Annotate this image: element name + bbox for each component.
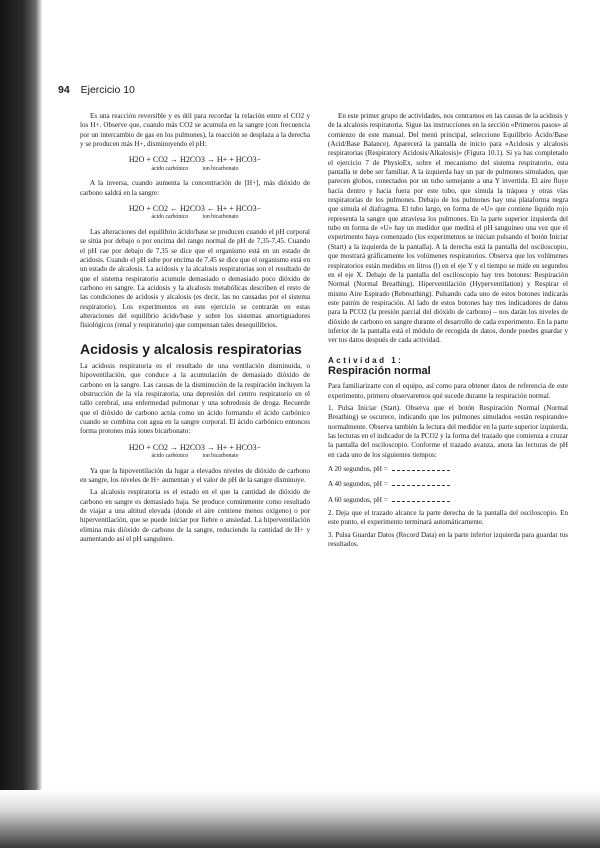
- ph-40s-field: [328, 478, 568, 489]
- paragraph: Para familiarizarte con el equipo, así como para obtener datos de referencia de este experimento, primero observaremos qué sucede durante la respiración normal.: [328, 382, 568, 400]
- section-heading: Acidosis y alcalosis respiratorias: [80, 340, 302, 357]
- page-header: [58, 84, 135, 96]
- equation-label: ion bicarbonato: [202, 453, 239, 460]
- step-2: 2. Deja que el trazado alcance la parte derecha de la pantalla del osciloscopio. En este punto, el experimento terminará automáticamente.: [328, 509, 568, 527]
- paragraph: Las alteraciones del equilibrio ácido/base se producen cuando el pH corporal se sitúa por debajo o por encima del rango normal de pH de 7,35-7,45. Cuando el pH cae por debajo de 7,35 se dice que el organismo está en un estado de acidosis. Cuando el pH sube por encima de 7,45 se dice que el organismo está en un estado de alcalosis. La acidosis y la alcalosis respiratorias son el resultado de que el sistema respiratorio acumule demasiado o demasiado poco dióxido de carbono en sangre. La acidosis y la alcalosis metabólicas describen el resto de las condiciones de acidosis y alcalosis (es decir, las no causadas por el sistema respiratorio). Los experimentos en este ejercicio se centrarán en estas alteraciones del equilibrio ácido/base y sobre los sistemas amortiguadores fisiológicos (renal y respiratorio) que compensan tales desequilibrios.: [80, 227, 310, 330]
- activity-label: Actividad 1:: [328, 355, 404, 365]
- equation-2: [80, 204, 310, 221]
- equation-text: H2O + CO2 → H2CO3 → H+ + HCO3−: [128, 442, 262, 452]
- equation-1: [80, 155, 310, 172]
- ph-20s-label: A 20 segundos, pH =: [328, 465, 388, 474]
- paragraph: A la inversa, cuando aumenta la concentración de [H+], más dióxido de carbono saldrá en la sangre:: [80, 179, 310, 197]
- equation-label: ácido carbónico: [151, 165, 189, 172]
- equation-text: H2O + CO2 ← H2CO3 ← H+ + HCO3−: [128, 204, 262, 213]
- paragraph: Es una reacción reversible y es útil para recordar la relación entre el CO2 y los H+. Observe que, cuando más CO2 se acumula en la sangre (con frecuencia por un intercambio de gas en los pulmones), la reacción se desplaza a la derecha y se producen más H+, disminuyendo el pH:: [80, 112, 310, 149]
- right-column: [328, 112, 568, 552]
- step-1: 1. Pulsa Iniciar (Start). Observa que el botón Respiración Normal (Normal Breathing) se oscurece, indicando que los pulmones simulados «están respirando» normalmente. Observa también la lectura del medidor en la parte superior izquierda, las lecturas en el indicador de la PCO2 y la forma del trazado que comienza a cruzar la pantalla del osciloscopio. Conforme el trazado avanza, anota las lecturas de pH en cada uno de los siguientes tiempos:: [328, 403, 568, 459]
- header-title: Ejercicio 10: [80, 84, 135, 96]
- equation-label: ácido carbónico: [151, 453, 189, 460]
- answer-blank: [392, 494, 450, 502]
- equation-label: ácido carbónico: [151, 214, 189, 221]
- equation-label: ion bicarbonato: [202, 214, 239, 221]
- ph-40s-label: A 40 segundos, pH =: [328, 480, 388, 489]
- equation-3: [80, 443, 310, 460]
- activity-title: Respiración normal: [328, 364, 431, 377]
- ph-60s-label: A 60 segundos, pH =: [328, 495, 388, 504]
- scan-shadow-left: [0, 0, 42, 848]
- paragraph: Ya que la hipoventilación da lugar a elevados niveles de dióxido de carbono en sangre, los niveles de H+ aumentan y el valor de pH de la sangre disminuye.: [80, 466, 310, 485]
- equation-text: H2O + CO2 → H2CO3 → H+ + HCO3−: [128, 155, 262, 165]
- answer-blank: [392, 478, 450, 486]
- paragraph: La acidosis respiratoria es el resultado de una ventilación disminuida, o hipoventilación, que conduce a la acumulación de demasiado dióxido de carbono en la sangre. Las causas de la disminución de la respiración incluyen la obstrucción de la vía respiratoria, una depresión del centro respiratorio en el tallo cerebral, una enfermedad pulmonar y una sobredosis de droga. Recuerde que el dióxido de carbono actúa como un ácido formando el ácido carbónico cuando se combina con agua en la sangre corporal. El ácido carbónico entonces forma protones más iones bicarbonato:: [80, 362, 310, 436]
- ph-20s-field: [328, 463, 568, 474]
- step-3: 3. Pulsa Guardar Datos (Record Data) en la parte inferior izquierda para guardar tus resultados.: [328, 530, 568, 549]
- left-column: [80, 112, 310, 548]
- answer-blank: [392, 463, 450, 471]
- scan-shadow-bottom: [0, 790, 600, 848]
- equation-label: ion bicarbonato: [202, 165, 239, 172]
- paragraph: En este primer grupo de actividades, nos centramos en las causas de la acidosis y de la alcalosis respiratoria. Sigue las instrucciones en la sección «Primeros pasos» al comienzo de este manual. Del menú principal, seleccione Equilibrio Ácido/Base (Acid/Base Balance). Aparecerá la pantalla de inicio para «Acidosis y alcalosis respiratorias (Respiratory Acidosis/Alkalosis)» (Figura 10.1). Si ya has completado el ejercicio 7 de PhysioEx, sobre el mecanismo del sistema respiratorio, esta pantalla te debe ser familiar. A la izquierda hay un par de pulmones simulados, que parecen globos, conectados por un tubo semejante a una Y invertida. El aire fluye hacia dentro y hacia fuera por este tubo, que simula la tráquea y otras vías respiratorias de los pulmones. Debajo de los pulmones hay una plataforma negra que simula el diafragma. El tubo largo, en forma de «U» que contiene líquido rojo representa la sangre que atraviesa los pulmones. En la parte superior izquierda del tubo en forma de «U» hay un medidor que medirá el pH sanguíneo una vez que el experimento haya comenzado (los experimentos se inician pulsando el botón Iniciar (Start) a la izquierda de la pantalla). A la derecha está la pantalla del osciloscopio, que mostrará gráficamente los volúmenes respiratorios. Observa que los volúmenes respiratorios están medidos en litros (l) en el eje Y y el tiempo se mide en segundos en el eje X. Debajo de la pantalla del osciloscopio hay tres botones: Respiración Normal (Normal Breathing), Hiperventilación (Hyperventilation) y Respirar el mismo Aire Espirado (Rebreathing). Pulsando cada uno de estos botones indicarás este patrón de respiración. Al lado de estos botones hay tres indicadores de datos para la PCO2 (la presión parcial del dióxido de carbono) – nos darán los niveles de dióxido de carbono en sangre durante el desarrollo de cada experimento. En la parte inferior de la pantalla está el módulo de recogida de datos, donde puedes guardar y ver tus datos después de cada actividad.: [328, 112, 568, 345]
- paragraph: La alcalosis respiratoria es el estado en el que la cantidad de dióxido de carbono en sangre es demasiado baja. Se produce comúnmente como resultado de viajar a una altitud elevada (donde el aire contiene menos oxígeno) o por hiperventilación, que se puede iniciar por fiebre o ansiedad. La hiperventilación elimina más dióxido de carbono de la sangre, reduciendo la cantidad de H+ y aumentando así el pH sanguíneo.: [80, 488, 310, 544]
- ph-60s-field: [328, 494, 568, 505]
- page-number: 94: [58, 84, 70, 96]
- document-page: [58, 70, 570, 790]
